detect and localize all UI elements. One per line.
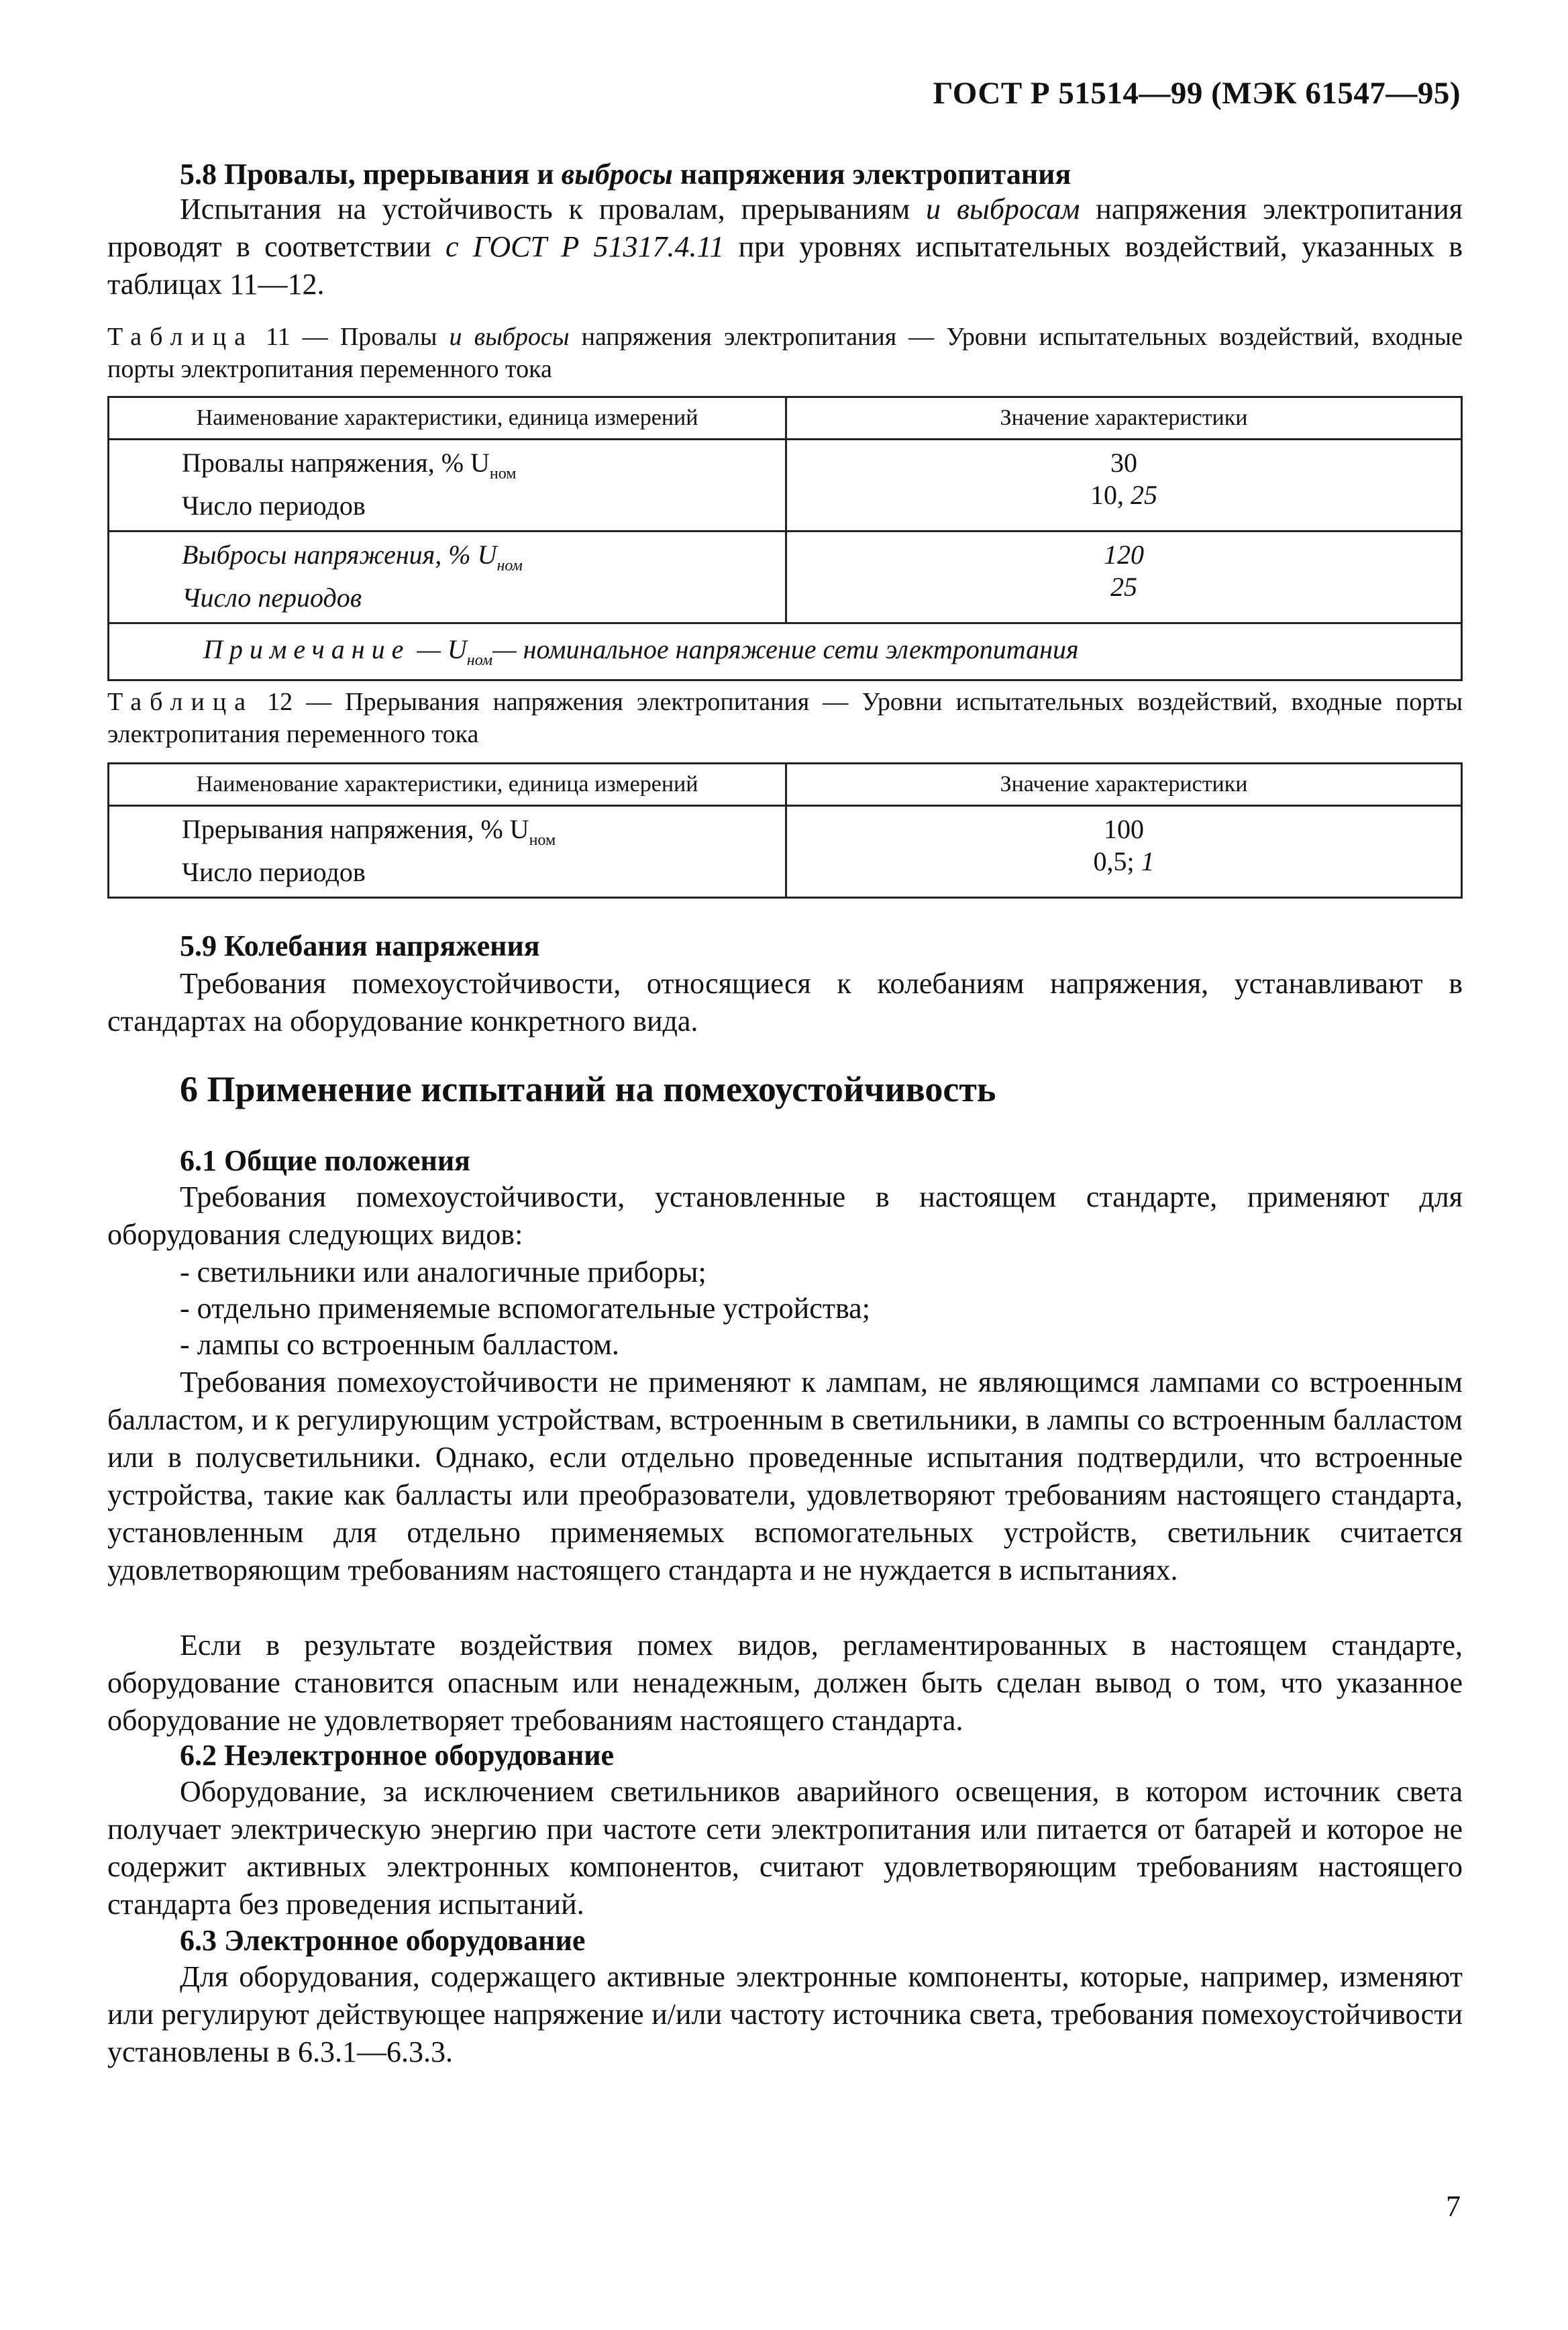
section-5-8-paragraph [107, 191, 1463, 303]
heading-text: напряжения электропитания [672, 158, 1072, 191]
column-header: Значение характеристики [786, 764, 1462, 806]
cell-line: 100 [1104, 814, 1144, 844]
text-run: Испытания на устойчивость к провалам, прерываниям [180, 193, 927, 225]
section-6-2-paragraph: Оборудование, за исключением светильников аварийного освещения, в котором источник света получает электрическую энергию при частоте сети электропитания или питается от батарей и которое не содержит активных электронных компонентов, считают удовлетворяющим требованиям настоящего стандарта без проведения испытаний. [107, 1775, 1463, 1921]
cell-line: 30 [1110, 448, 1137, 478]
section-6-1-heading: 6.1 Общие положения [180, 1144, 470, 1177]
table-cell [786, 806, 1462, 898]
section-6-3-paragraph: Для оборудования, содержащего активные электронные компоненты, которые, например, изменяют или регулируют действующее напряжение и/или частоту источника света, требования помехоустойчивости установлены в 6.3.1—6.3.3. [107, 1960, 1463, 2068]
table-cell [786, 440, 1462, 531]
cell-text: Провалы напряжения, % U [182, 448, 490, 478]
italic-run: и выбросам [926, 193, 1080, 225]
section-6-1-paragraph: Если в результате воздействия помех видов, регламентированных в настоящем стандарте, оборудование становится опасным или ненадежным, должен быть сделан вывод о том, что указанное оборудование не удовлетворяет требованиям настоящего стандарта. [107, 1629, 1463, 1737]
table-11 [107, 396, 1463, 681]
text-run: при уровнях испытательных воздействий, указанных в таблицах 11—12. [107, 230, 1463, 301]
list-item: - светильники или аналогичные приборы; [180, 1256, 707, 1288]
note-text: — номинальное напряжение сети электропитания [492, 634, 1079, 664]
caption-label: Таблица [107, 688, 254, 716]
table-header-row [109, 764, 1462, 806]
list-item: - отдельно применяемые вспомогательные устройства; [180, 1292, 870, 1325]
section-6-1-paragraph: Требования помехоустойчивости не применяют к лампам, не являющимся лампами со встроенным балластом, и к регулирующим устройствам, встроенным в светильники, в лампы со встроенным балластом или в полусветильники. Однако, если отдельно проведенные испытания подтвердили, что встроенные устройства, такие как балласты или преобразователи, удовлетворяют требованиям настоящего стандарта, установленным для отдельно применяемых вспомогательных устройств, светильник считается удовлетворяющим требованиям настоящего стандарта и не нуждается в испытаниях. [107, 1366, 1463, 1586]
table-note-row [109, 623, 1462, 680]
section-6-heading: 6 Применение испытаний на помехоустойчивость [180, 1069, 996, 1109]
caption-text: 12 — Прерывания напряжения электропитания — Уровни испытательных воздействий, входные порты электропитания переменного тока [107, 688, 1463, 748]
cell-line: Число периодов [182, 582, 362, 613]
cell-text: Выбросы напряжения, % U [182, 540, 497, 570]
caption-label: Таблица [107, 323, 254, 351]
italic-run: с ГОСТ Р 51317.4.11 [446, 230, 725, 263]
heading-text: 5.8 Провалы, прерывания и [180, 158, 562, 191]
column-header: Наименование характеристики, единица измерений [109, 397, 786, 440]
table-row [109, 806, 1462, 898]
table-12 [107, 762, 1463, 899]
cell-italic: 25 [1131, 480, 1157, 510]
cell-line [182, 539, 785, 582]
table-12-caption [107, 686, 1463, 750]
subscript: ном [529, 831, 556, 849]
list-item: - лампы со встроенным балластом. [180, 1328, 619, 1361]
table-cell [109, 806, 786, 898]
table-row [109, 440, 1462, 531]
cell-line: 25 [1110, 572, 1137, 602]
heading-italic-text: выбросы [561, 158, 673, 191]
subscript: ном [496, 557, 523, 574]
cell-line: Число периодов [182, 491, 366, 521]
section-5-8-heading [180, 156, 1071, 193]
table-cell [109, 440, 786, 531]
caption-italic: и выбросы [449, 323, 570, 351]
page-number: 7 [1446, 2190, 1461, 2223]
table-cell [109, 531, 786, 623]
section-6-3-heading: 6.3 Электронное оборудование [180, 1924, 586, 1957]
cell-line [787, 479, 1461, 511]
caption-text: 11 — Провалы [254, 323, 450, 351]
table-note [109, 623, 1462, 680]
text-run: напряжения электропитания проводят в соответствии [107, 193, 1463, 263]
section-5-9-paragraph: Требования помехоустойчивости, относящиеся к колебаниям напряжения, устанавливают в стандартах на оборудование конкретного вида. [107, 967, 1463, 1037]
caption-text: напряжения электропитания — Уровни испытательных воздействий, входные порты электропитания переменного тока [107, 323, 1463, 383]
cell-line [182, 813, 785, 856]
table-11-caption [107, 321, 1463, 385]
section-5-9-heading: 5.9 Колебания напряжения [180, 929, 540, 962]
column-header: Наименование характеристики, единица измерений [109, 764, 786, 806]
subscript: ном [489, 465, 517, 483]
cell-line: 120 [1104, 540, 1144, 570]
cell-line: Число периодов [182, 857, 366, 887]
note-text: — U [410, 634, 467, 664]
cell-line [787, 846, 1461, 878]
cell-text: 10, [1090, 480, 1131, 510]
subscript: ном [466, 652, 493, 669]
cell-italic: 1 [1141, 846, 1155, 876]
document-header: ГОСТ Р 51514—99 (МЭК 61547—95) [933, 76, 1461, 111]
section-6-2-heading: 6.2 Неэлектронное оборудование [180, 1739, 615, 1772]
table-header-row [109, 397, 1462, 440]
cell-text: Прерывания напряжения, % U [182, 814, 529, 844]
cell-line [182, 447, 785, 490]
column-header: Значение характеристики [786, 397, 1462, 440]
table-cell [786, 531, 1462, 623]
cell-text: 0,5; [1093, 846, 1141, 876]
note-label: Примечание [203, 634, 411, 664]
table-row [109, 531, 1462, 623]
section-6-1-paragraph: Требования помехоустойчивости, установленные в настоящем стандарте, применяют для оборудования следующих видов: [107, 1180, 1463, 1251]
